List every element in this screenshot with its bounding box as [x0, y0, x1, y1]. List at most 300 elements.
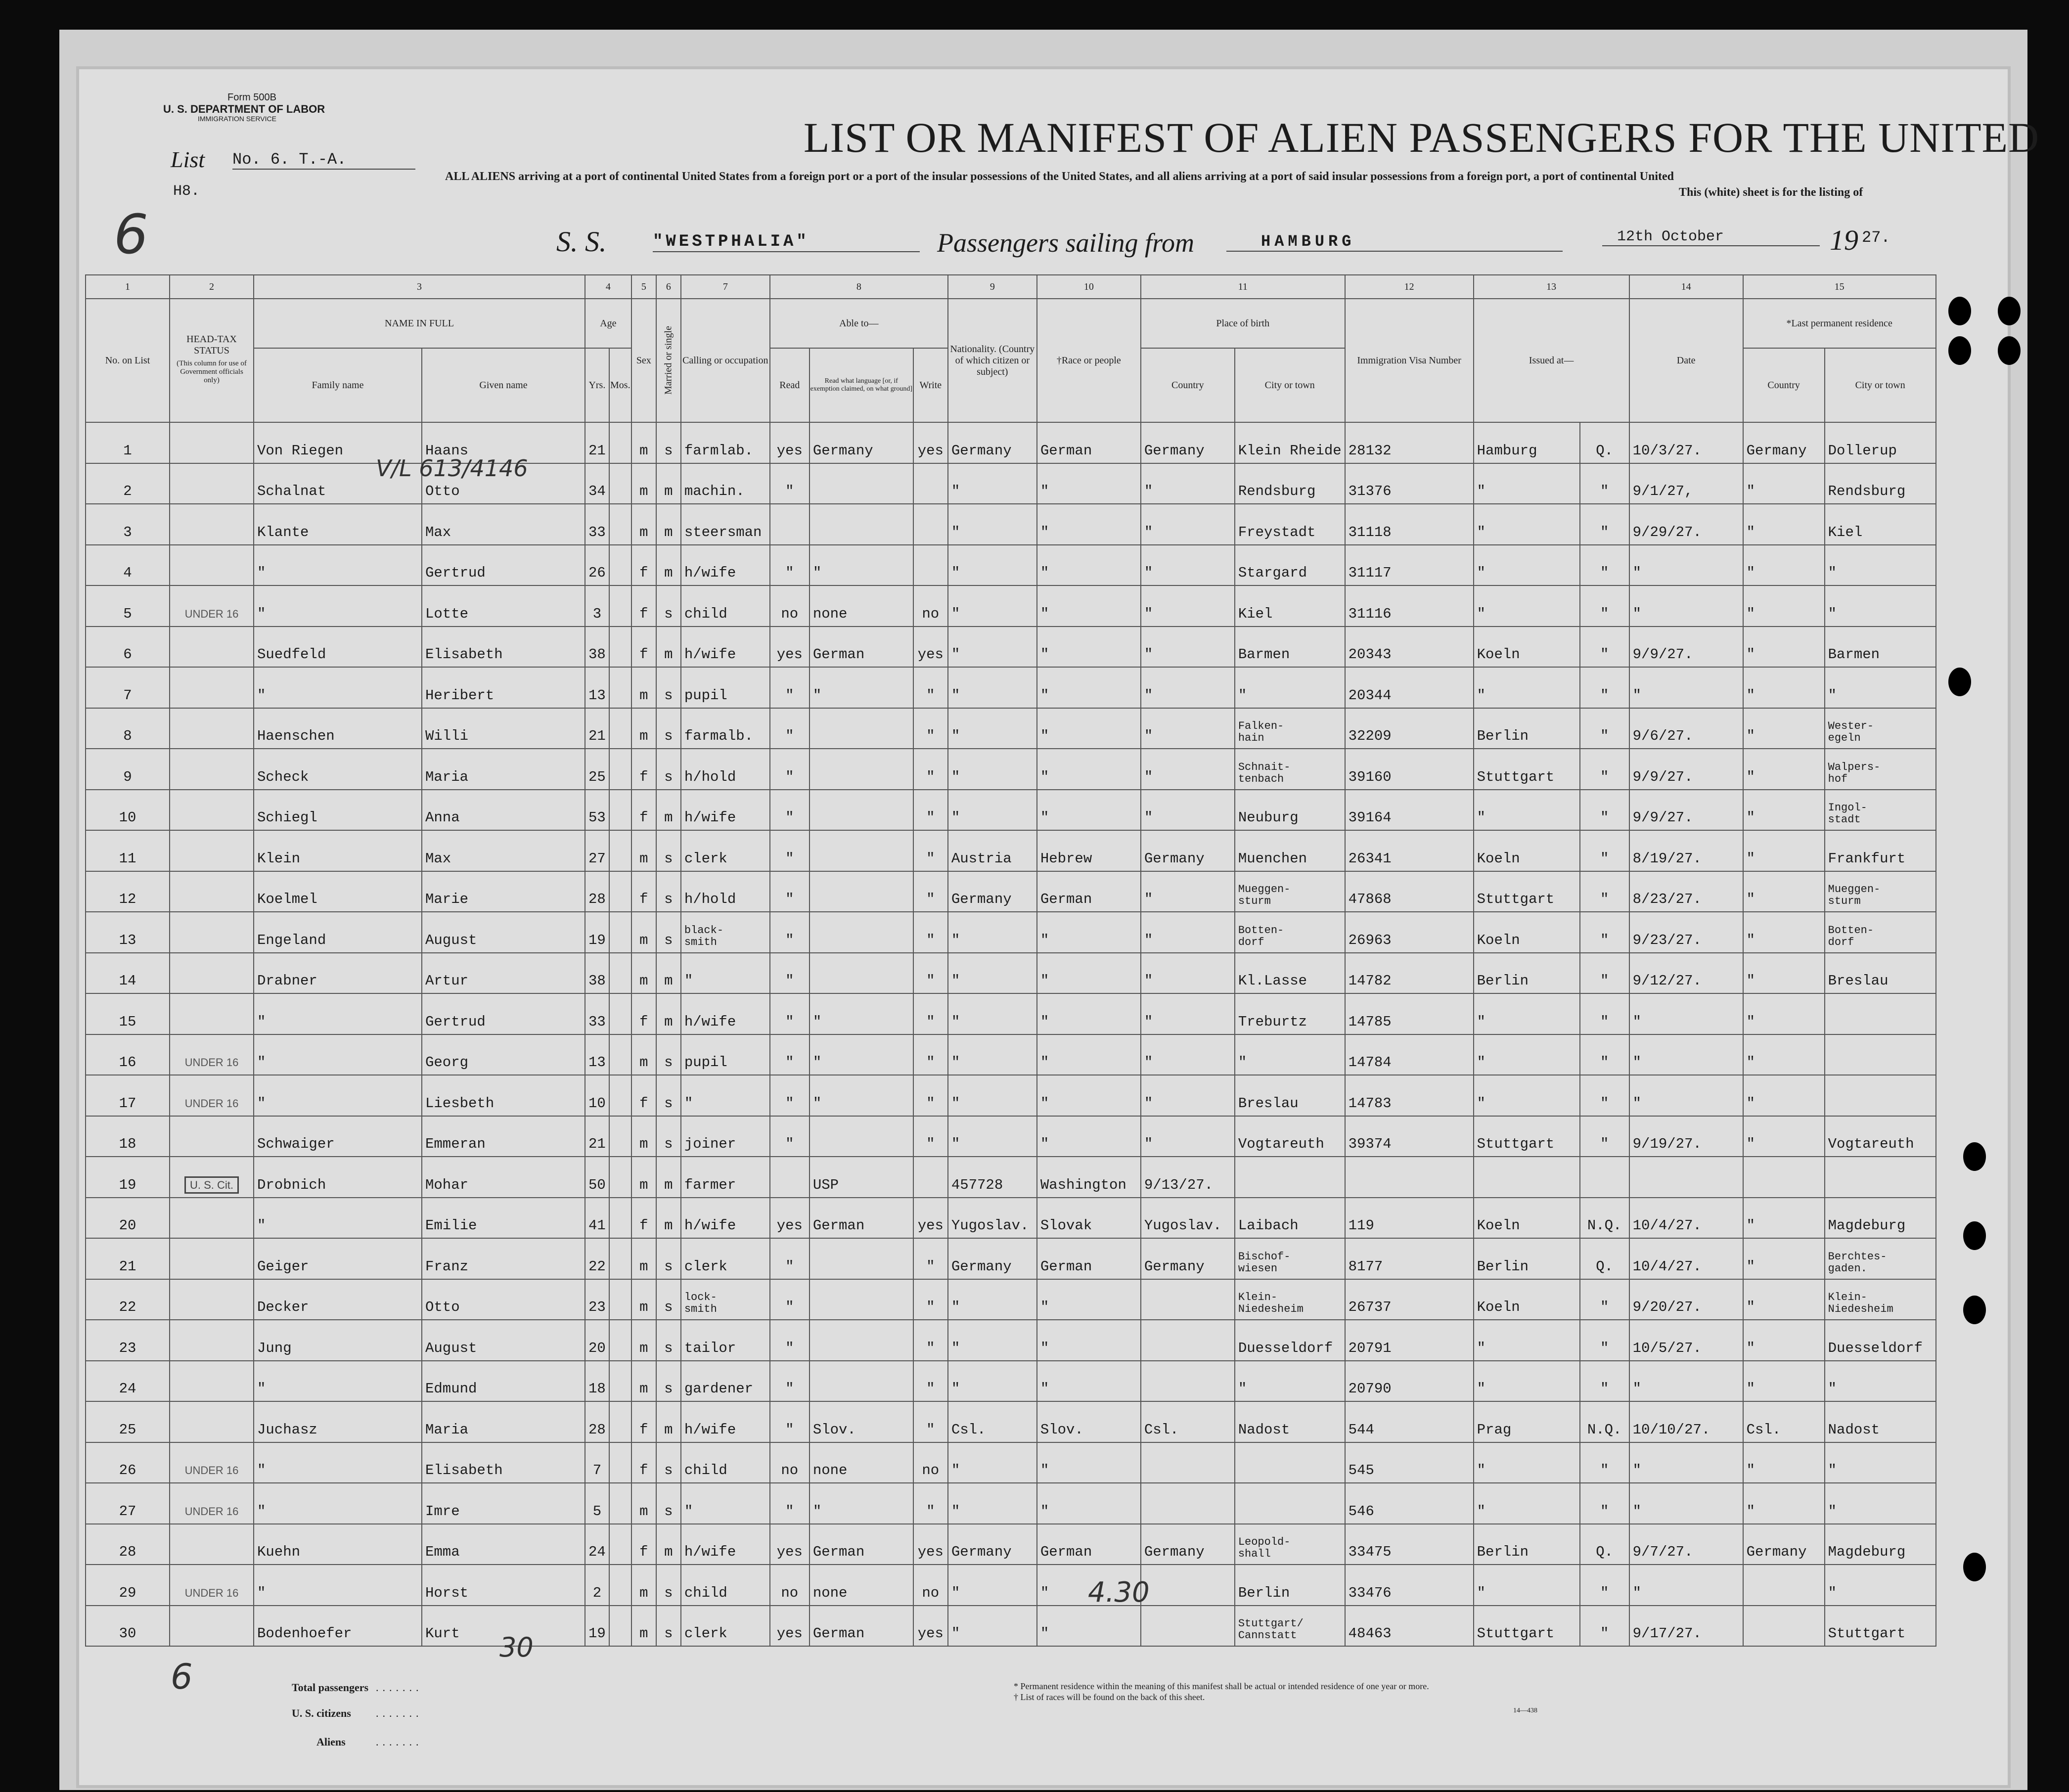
given-name: August	[422, 1320, 585, 1361]
subtitle-line-2: This (white) sheet is for the listing of	[1679, 186, 1863, 199]
read-language: Germany	[810, 422, 913, 463]
race: Washington	[1037, 1157, 1141, 1198]
can-write: "	[913, 830, 948, 871]
can-write: yes	[913, 1606, 948, 1647]
total-passengers-value: 30	[499, 1632, 534, 1663]
race: "	[1037, 1606, 1141, 1647]
visa-date: 9/9/27.	[1629, 790, 1743, 831]
quota-mark: "	[1580, 790, 1629, 831]
residence-country: "	[1743, 627, 1825, 668]
header-nationality: Nationality. (Country of which citizen or subject)	[948, 299, 1037, 422]
race: "	[1037, 1483, 1141, 1524]
form-code: 14—438	[1513, 1707, 1537, 1714]
visa-date: 9/9/27.	[1629, 749, 1743, 790]
age-months	[609, 830, 631, 871]
col-num-15: 15	[1743, 275, 1936, 299]
occupation: child	[681, 1442, 770, 1483]
family-name: Engeland	[254, 912, 422, 953]
race: "	[1037, 1279, 1141, 1320]
residence-city: Kiel	[1825, 504, 1936, 545]
can-read: "	[770, 1401, 810, 1442]
age-years: 13	[585, 667, 609, 708]
col-num-13: 13	[1474, 275, 1629, 299]
nationality: "	[948, 1565, 1037, 1606]
occupation: lock- smith	[681, 1279, 770, 1320]
head-tax-status	[170, 667, 254, 708]
row-number: 7	[86, 667, 170, 708]
total-passengers-dots: .......	[376, 1681, 423, 1694]
given-name: Marie	[422, 871, 585, 912]
age-months	[609, 1279, 631, 1320]
read-language: "	[810, 993, 913, 1034]
visa-number: 33476	[1345, 1565, 1474, 1606]
row-number: 29	[86, 1565, 170, 1606]
residence-city: "	[1825, 1442, 1936, 1483]
birth-country: "	[1141, 790, 1235, 831]
residence-city	[1825, 1157, 1936, 1198]
age-years: 19	[585, 912, 609, 953]
head-tax-stamp: U. S. Cit.	[184, 1176, 239, 1194]
age-months	[609, 953, 631, 994]
race: "	[1037, 1116, 1141, 1157]
residence-city: Wester- egeln	[1825, 708, 1936, 749]
col-num-2: 2	[170, 275, 254, 299]
visa-date: 9/23/27.	[1629, 912, 1743, 953]
family-name: Scheck	[254, 749, 422, 790]
given-name: Haans	[422, 422, 585, 463]
visa-number: 14782	[1345, 953, 1474, 994]
can-read: "	[770, 1279, 810, 1320]
row-number: 9	[86, 749, 170, 790]
issued-at: "	[1474, 1442, 1580, 1483]
can-write: "	[913, 953, 948, 994]
can-write: "	[913, 1401, 948, 1442]
nationality: "	[948, 1606, 1037, 1647]
family-name: "	[254, 993, 422, 1034]
visa-number: 20344	[1345, 667, 1474, 708]
sex: f	[631, 1198, 656, 1239]
birth-country	[1141, 1565, 1235, 1606]
occupation: clerk	[681, 1606, 770, 1647]
read-language	[810, 790, 913, 831]
quota-mark: "	[1580, 708, 1629, 749]
given-name: August	[422, 912, 585, 953]
given-name: Emmeran	[422, 1116, 585, 1157]
birth-country: 9/13/27.	[1141, 1157, 1235, 1198]
can-read: "	[770, 871, 810, 912]
nationality: Csl.	[948, 1401, 1037, 1442]
read-language: USP	[810, 1157, 913, 1198]
visa-date: 10/4/27.	[1629, 1238, 1743, 1279]
residence-city: "	[1825, 667, 1936, 708]
visa-date: 8/23/27.	[1629, 871, 1743, 912]
age-years: 21	[585, 1116, 609, 1157]
race: "	[1037, 1320, 1141, 1361]
occupation: farmlab.	[681, 422, 770, 463]
header-family-name: Family name	[254, 348, 422, 422]
visa-date: "	[1629, 1034, 1743, 1075]
race: Slov.	[1037, 1401, 1141, 1442]
header-age: Age	[585, 299, 631, 348]
birth-city: Klein Rheide	[1235, 422, 1345, 463]
nationality: Germany	[948, 1238, 1037, 1279]
marital-status: s	[656, 830, 681, 871]
head-tax-status	[170, 545, 254, 586]
issued-at: Prag	[1474, 1401, 1580, 1442]
read-language: "	[810, 545, 913, 586]
age-years: 33	[585, 993, 609, 1034]
quota-mark: "	[1580, 545, 1629, 586]
quota-mark: "	[1580, 585, 1629, 627]
residence-country: Germany	[1743, 1524, 1825, 1565]
row-number: 25	[86, 1401, 170, 1442]
age-years: 24	[585, 1524, 609, 1565]
row-number: 19	[86, 1157, 170, 1198]
birth-city: Kiel	[1235, 585, 1345, 627]
table-row	[86, 953, 1936, 994]
row1-handwritten-note: V/L 613/4146	[376, 455, 528, 482]
us-citizens-dots: .......	[376, 1707, 423, 1719]
read-language	[810, 1238, 913, 1279]
visa-date: "	[1629, 1442, 1743, 1483]
quota-mark: "	[1580, 993, 1629, 1034]
visa-date: 9/7/27.	[1629, 1524, 1743, 1565]
issued-at: Koeln	[1474, 830, 1580, 871]
nationality: "	[948, 953, 1037, 994]
issued-at: Stuttgart	[1474, 871, 1580, 912]
residence-country: "	[1743, 1116, 1825, 1157]
quota-mark: Q.	[1580, 422, 1629, 463]
can-read: yes	[770, 1198, 810, 1239]
marital-status: m	[656, 1524, 681, 1565]
visa-date	[1629, 1157, 1743, 1198]
quota-mark: "	[1580, 1075, 1629, 1116]
issued-at: Koeln	[1474, 1279, 1580, 1320]
can-read: "	[770, 993, 810, 1034]
row-number: 24	[86, 1361, 170, 1402]
can-read: "	[770, 1034, 810, 1075]
given-name: Franz	[422, 1238, 585, 1279]
col-num-1: 1	[86, 275, 170, 299]
read-language: German	[810, 1198, 913, 1239]
row-number: 28	[86, 1524, 170, 1565]
row-number: 15	[86, 993, 170, 1034]
age-years: 19	[585, 1606, 609, 1647]
table-row	[86, 667, 1936, 708]
ship-name: "WESTPHALIA"	[653, 232, 920, 252]
birth-city: Laibach	[1235, 1198, 1345, 1239]
visa-number: 545	[1345, 1442, 1474, 1483]
age-years: 22	[585, 1238, 609, 1279]
residence-country: "	[1743, 708, 1825, 749]
race: "	[1037, 912, 1141, 953]
subtitle-line-1: ALL ALIENS arriving at a port of continental United States from a foreign port or a port of the insular possessions of the United States, and all aliens arriving at a port of said insular possessions from a foreign port, a port of continental United	[445, 170, 1674, 183]
header-married: Married or single	[656, 299, 681, 422]
nationality: Austria	[948, 830, 1037, 871]
head-tax-status	[170, 1320, 254, 1361]
head-tax-status	[170, 1483, 254, 1524]
occupation: joiner	[681, 1116, 770, 1157]
age-years: 41	[585, 1198, 609, 1239]
visa-date: "	[1629, 667, 1743, 708]
issued-at: "	[1474, 545, 1580, 586]
marital-status: s	[656, 1565, 681, 1606]
given-name: Georg	[422, 1034, 585, 1075]
sex: f	[631, 871, 656, 912]
can-write: "	[913, 993, 948, 1034]
issued-at: Koeln	[1474, 912, 1580, 953]
marital-status: s	[656, 1483, 681, 1524]
race: German	[1037, 1238, 1141, 1279]
birth-country: Germany	[1141, 1238, 1235, 1279]
birth-city: Stuttgart/ Cannstatt	[1235, 1606, 1345, 1647]
head-tax-stamp: UNDER 16	[184, 1056, 239, 1069]
header-write: Write	[913, 348, 948, 422]
list-number: No. 6. T.-A.	[232, 150, 415, 170]
header-head-tax-title: HEAD-TAX STATUS	[186, 333, 237, 356]
issued-at: "	[1474, 1034, 1580, 1075]
read-language: "	[810, 1483, 913, 1524]
age-years: 20	[585, 1320, 609, 1361]
visa-number: 47868	[1345, 871, 1474, 912]
sex: m	[631, 1565, 656, 1606]
head-tax-status	[170, 1361, 254, 1402]
head-tax-status	[170, 1238, 254, 1279]
visa-date: "	[1629, 1075, 1743, 1116]
visa-number: 31117	[1345, 545, 1474, 586]
can-write: "	[913, 1361, 948, 1402]
can-read: "	[770, 790, 810, 831]
visa-number: 14784	[1345, 1034, 1474, 1075]
visa-date: 10/5/27.	[1629, 1320, 1743, 1361]
birth-city: Vogtareuth	[1235, 1116, 1345, 1157]
birth-city: Botten- dorf	[1235, 912, 1345, 953]
can-write	[913, 463, 948, 504]
birth-city	[1235, 1483, 1345, 1524]
race: German	[1037, 422, 1141, 463]
visa-date: 9/19/27.	[1629, 1116, 1743, 1157]
issued-at: "	[1474, 1565, 1580, 1606]
residence-country: "	[1743, 830, 1825, 871]
can-read	[770, 504, 810, 545]
punch-hole	[1963, 1142, 1986, 1171]
age-months	[609, 463, 631, 504]
quota-mark: "	[1580, 1279, 1629, 1320]
visa-date: 9/1/27,	[1629, 463, 1743, 504]
race: "	[1037, 627, 1141, 668]
race: "	[1037, 667, 1141, 708]
age-years: 3	[585, 585, 609, 627]
issued-at: Berlin	[1474, 708, 1580, 749]
head-tax-status	[170, 1116, 254, 1157]
race: "	[1037, 1361, 1141, 1402]
can-write: "	[913, 708, 948, 749]
row-number: 17	[86, 1075, 170, 1116]
marital-status: m	[656, 1198, 681, 1239]
head-tax-status	[170, 504, 254, 545]
family-name: Koelmel	[254, 871, 422, 912]
residence-city: Ingol- stadt	[1825, 790, 1936, 831]
sex: f	[631, 1075, 656, 1116]
residence-city: Botten- dorf	[1825, 912, 1936, 953]
head-tax-status	[170, 1442, 254, 1483]
total-passengers-label: Total passengers	[292, 1681, 369, 1694]
nationality: Germany	[948, 422, 1037, 463]
issued-at: "	[1474, 790, 1580, 831]
birth-country: Germany	[1141, 422, 1235, 463]
given-name: Maria	[422, 749, 585, 790]
read-language	[810, 1320, 913, 1361]
table-row	[86, 504, 1936, 545]
passenger-rows	[86, 422, 1936, 1646]
nationality: "	[948, 1116, 1037, 1157]
birth-country: "	[1141, 463, 1235, 504]
can-read: no	[770, 1442, 810, 1483]
residence-city: Breslau	[1825, 953, 1936, 994]
header-head-tax-note: (This column for use of Government officials only)	[177, 359, 247, 384]
birth-city: Nadost	[1235, 1401, 1345, 1442]
family-name: Suedfeld	[254, 627, 422, 668]
sex: m	[631, 912, 656, 953]
punch-hole	[1963, 1296, 1986, 1324]
can-write	[913, 504, 948, 545]
residence-country: "	[1743, 993, 1825, 1034]
residence-country	[1743, 1157, 1825, 1198]
given-name: Otto	[422, 1279, 585, 1320]
given-name: Emilie	[422, 1198, 585, 1239]
marital-status: m	[656, 627, 681, 668]
col-num-14: 14	[1629, 275, 1743, 299]
residence-country: "	[1743, 912, 1825, 953]
can-write: yes	[913, 1198, 948, 1239]
read-language	[810, 749, 913, 790]
marital-status: m	[656, 993, 681, 1034]
residence-country: "	[1743, 1279, 1825, 1320]
occupation: h/hold	[681, 871, 770, 912]
birth-city: Falken- hain	[1235, 708, 1345, 749]
birth-country: "	[1141, 708, 1235, 749]
punch-hole	[1998, 297, 2021, 325]
sex: m	[631, 953, 656, 994]
header-yrs: Yrs.	[585, 348, 609, 422]
residence-country: "	[1743, 463, 1825, 504]
visa-number: 48463	[1345, 1606, 1474, 1647]
residence-city: "	[1825, 1483, 1936, 1524]
race: German	[1037, 1524, 1141, 1565]
read-language	[810, 1116, 913, 1157]
birth-city: Stargard	[1235, 545, 1345, 586]
row-number: 3	[86, 504, 170, 545]
can-write: "	[913, 1034, 948, 1075]
nationality: "	[948, 1483, 1037, 1524]
birth-city: Rendsburg	[1235, 463, 1345, 504]
head-tax-stamp: UNDER 16	[184, 607, 239, 620]
visa-number: 20791	[1345, 1320, 1474, 1361]
issued-at: "	[1474, 1320, 1580, 1361]
table-row	[86, 1606, 1936, 1647]
quota-mark: "	[1580, 1606, 1629, 1647]
family-name: "	[254, 545, 422, 586]
head-tax-status	[170, 1157, 254, 1198]
visa-number: 119	[1345, 1198, 1474, 1239]
age-months	[609, 749, 631, 790]
occupation: pupil	[681, 1034, 770, 1075]
family-name: Von Riegen	[254, 422, 422, 463]
nationality: "	[948, 545, 1037, 586]
quota-mark: "	[1580, 1483, 1629, 1524]
table-row	[86, 1565, 1936, 1606]
family-name: Drabner	[254, 953, 422, 994]
header-visa: Immigration Visa Number	[1345, 299, 1474, 422]
quota-mark: "	[1580, 1116, 1629, 1157]
nationality: Germany	[948, 1524, 1037, 1565]
can-write: "	[913, 749, 948, 790]
sex: f	[631, 790, 656, 831]
read-language	[810, 830, 913, 871]
occupation: h/hold	[681, 749, 770, 790]
form-number: Form 500B	[227, 92, 276, 103]
residence-country: Csl.	[1743, 1401, 1825, 1442]
header-date: Date	[1629, 299, 1743, 422]
residence-country: "	[1743, 1320, 1825, 1361]
age-months	[609, 422, 631, 463]
can-read: "	[770, 749, 810, 790]
visa-number: 39164	[1345, 790, 1474, 831]
marital-status: s	[656, 1279, 681, 1320]
marital-status: s	[656, 749, 681, 790]
footnote-races: † List of races will be found on the back of this sheet.	[1014, 1692, 1205, 1702]
residence-city: Rendsburg	[1825, 463, 1936, 504]
issued-at: Stuttgart	[1474, 1606, 1580, 1647]
given-name: Mohar	[422, 1157, 585, 1198]
col-num-6: 6	[656, 275, 681, 299]
sex: m	[631, 1320, 656, 1361]
year-suffix: 27.	[1862, 228, 1890, 247]
punch-hole	[1963, 1553, 1986, 1581]
given-name: Lotte	[422, 585, 585, 627]
residence-city: Dollerup	[1825, 422, 1936, 463]
sex: m	[631, 667, 656, 708]
head-tax-stamp: UNDER 16	[184, 1505, 239, 1518]
header-residence-city: City or town	[1825, 348, 1936, 422]
age-months	[609, 1116, 631, 1157]
issued-at: "	[1474, 667, 1580, 708]
occupation: h/wife	[681, 545, 770, 586]
row-number: 26	[86, 1442, 170, 1483]
col-num-5: 5	[631, 275, 656, 299]
sex: m	[631, 1157, 656, 1198]
occupation: h/wife	[681, 627, 770, 668]
race: "	[1037, 504, 1141, 545]
residence-country: "	[1743, 1034, 1825, 1075]
age-years: 50	[585, 1157, 609, 1198]
sailing-date: 12th October	[1602, 228, 1820, 246]
quota-mark: "	[1580, 504, 1629, 545]
birth-city: Kl.Lasse	[1235, 953, 1345, 994]
head-tax-status	[170, 1606, 254, 1647]
visa-date: "	[1629, 1565, 1743, 1606]
page-mark-number: 6	[114, 203, 148, 266]
marital-status: s	[656, 1075, 681, 1116]
can-write: "	[913, 912, 948, 953]
family-name: Klein	[254, 830, 422, 871]
age-years: 2	[585, 1565, 609, 1606]
table-row	[86, 1442, 1936, 1483]
occupation: child	[681, 1565, 770, 1606]
table-row	[86, 1361, 1936, 1402]
given-name: Gertrud	[422, 993, 585, 1034]
col-num-7: 7	[681, 275, 770, 299]
